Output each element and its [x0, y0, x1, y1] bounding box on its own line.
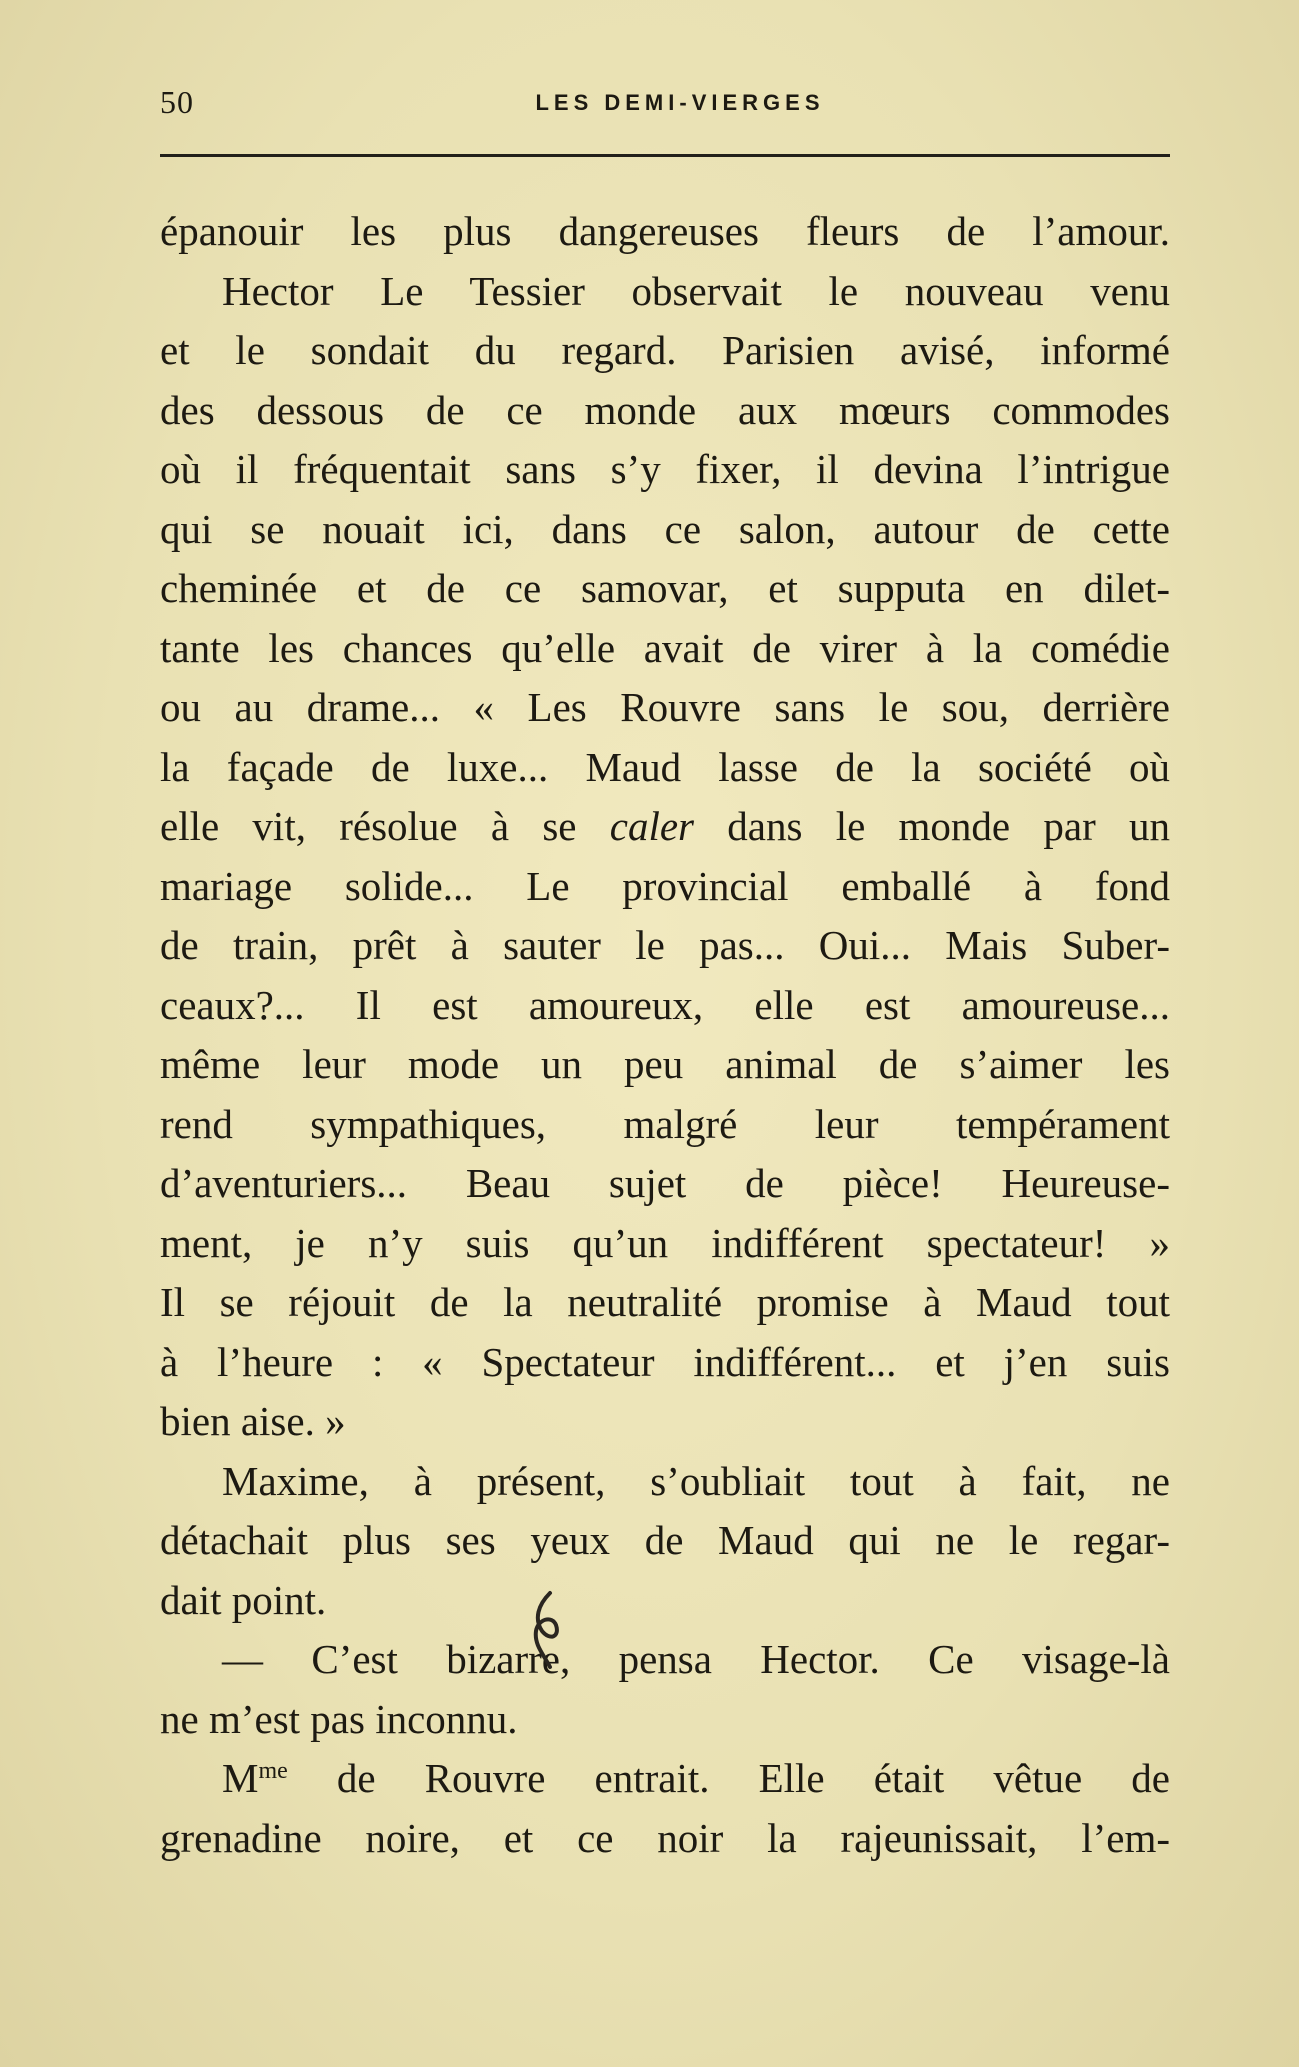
text-segment: M — [222, 1755, 259, 1801]
text-segment: dans le monde par un — [727, 803, 1170, 849]
text-line: même leur mode un peu animal de s’aimer les — [160, 1041, 1170, 1087]
text-line: et le sondait du regard. Parisien avisé, informé — [160, 327, 1170, 373]
text-line: des dessous de ce monde aux mœurs commodes — [160, 386, 1170, 433]
text-line: Hector Le Tessier observait le nouveau venu — [222, 267, 1170, 314]
body-text — [160, 202, 1170, 1868]
text-segment: elle vit, résolue à se — [160, 803, 577, 849]
text-line — [160, 797, 1170, 857]
running-title: LES DEMI-VIERGES — [535, 90, 825, 115]
text-line: ou au drame... « Les Rouvre sans le sou, derrière — [160, 684, 1170, 730]
text-line: rend sympathiques, malgré leur tempérament — [160, 1100, 1170, 1147]
text-line: bien aise. » — [160, 1398, 346, 1444]
italic-word: caler — [609, 803, 695, 849]
text-line: détachait plus ses yeux de Maud qui ne le regar- — [160, 1517, 1170, 1563]
text-line: cheminée et de ce samovar, et supputa en dilet- — [160, 565, 1170, 611]
text-line: ne m’est pas inconnu. — [160, 1695, 518, 1742]
text-line: ment, je n’y suis qu’un indifférent spectateur! » — [160, 1219, 1170, 1266]
header-rule — [160, 154, 1170, 157]
text-segment: de Rouvre entrait. Elle était vêtue de — [336, 1755, 1170, 1801]
text-line: grenadine noire, et ce noir la rajeunissait, l’em- — [160, 1814, 1170, 1861]
text-line: ceaux?... Il est amoureux, elle est amoureuse... — [160, 981, 1170, 1028]
text-line: épanouir les plus dangereuses fleurs de l’amour. — [160, 208, 1170, 254]
text-line: où il fréquentait sans s’y fixer, il devina l’intrigue — [160, 446, 1170, 492]
running-head — [160, 84, 1170, 132]
text-line: tante les chances qu’elle avait de virer à la comédie — [160, 624, 1170, 671]
text-line: Maxime, à présent, s’oubliait tout à fait, ne — [222, 1457, 1170, 1504]
page-number: 50 — [160, 84, 194, 120]
text-line: — C’est bizarre, pensa Hector. Ce visage-là — [222, 1636, 1170, 1682]
text-line: à l’heure : « Spectateur indifférent... et j’en suis — [160, 1338, 1170, 1385]
text-line: la façade de luxe... Maud lasse de la société où — [160, 743, 1170, 790]
text-line: mariage solide... Le provincial emballé à fond — [160, 862, 1170, 909]
text-line: qui se nouait ici, dans ce salon, autour de cette — [160, 505, 1170, 552]
text-line — [160, 1749, 1170, 1809]
text-line: dait point. — [160, 1576, 327, 1623]
text-line: de train, prêt à sauter le pas... Oui... Mais Suber- — [160, 922, 1170, 968]
superscript-abbreviation: me — [258, 1758, 288, 1784]
text-line: Il se réjouit de la neutralité promise à Maud tout — [160, 1279, 1170, 1325]
text-line: d’aventuriers... Beau sujet de pièce! Heureuse- — [160, 1160, 1170, 1206]
pencil-mark-icon — [520, 1585, 570, 1675]
